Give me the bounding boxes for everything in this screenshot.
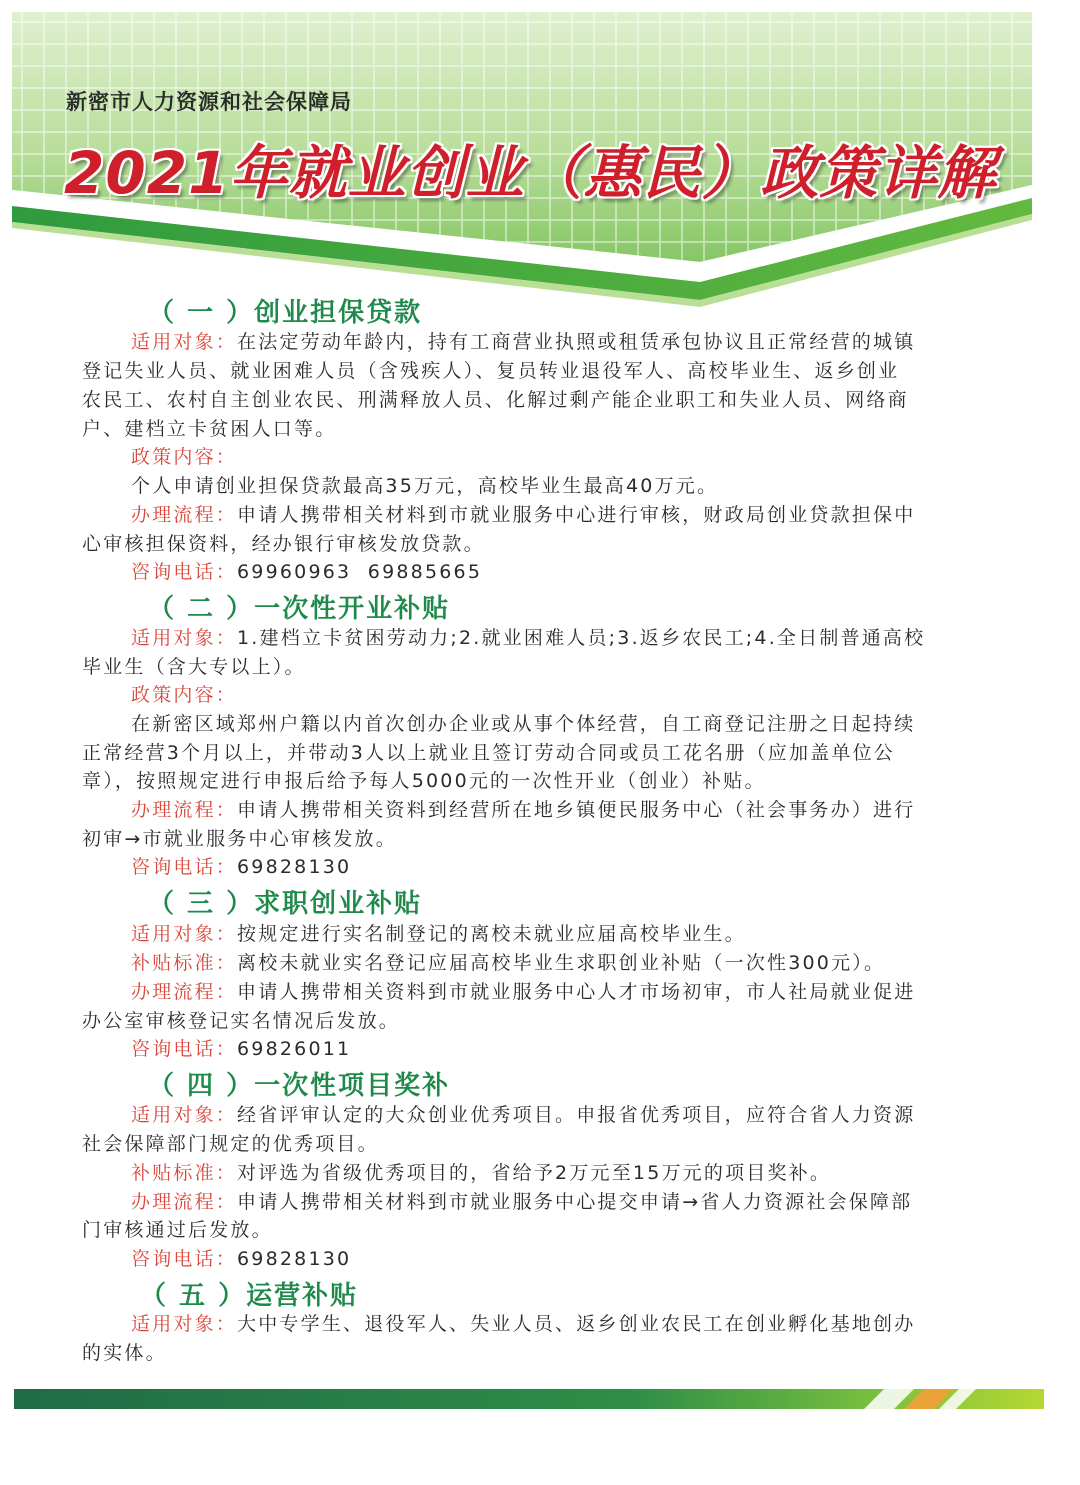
label-phone: 咨询电话： (131, 856, 238, 878)
text-line: 补贴标准：对评选为省级优秀项目的，省给予2万元至15万元的项目奖补。 (131, 1162, 832, 1184)
label-content: 政策内容： (131, 446, 238, 468)
label-target: 适用对象： (131, 1104, 238, 1126)
label-process: 办理流程： (131, 1191, 238, 1213)
section-title: （ 一 ）创业担保贷款 (148, 298, 423, 328)
text-line: 办理流程：申请人携带相关资料到市就业服务中心人才市场初审，市人社局就业促进 (131, 981, 916, 1003)
phone-number: 69828130 (237, 856, 352, 878)
text-line: 心审核担保资料，经办银行审核发放贷款。 (82, 533, 485, 555)
text-line: 适用对象：经省评审认定的大众创业优秀项目。申报省优秀项目，应符合省人力资源 (131, 1104, 916, 1126)
label-standard: 补贴标准： (131, 952, 238, 974)
label-standard: 补贴标准： (131, 1162, 238, 1184)
text-line: 补贴标准：离校未就业实名登记应届高校毕业生求职创业补贴（一次性300元）。 (131, 952, 886, 974)
section-title: （ 五 ）运营补贴 (140, 1281, 359, 1311)
text-line: 在新密区域郑州户籍以内首次创办企业或从事个体经营，自工商登记注册之日起持续 (131, 713, 916, 735)
text-line: 毕业生（含大专以上）。 (82, 656, 306, 678)
label-phone: 咨询电话： (131, 1038, 238, 1060)
phone-number: 69828130 (237, 1248, 352, 1270)
text-line: 办理流程：申请人携带相关材料到市就业服务中心提交申请→省人力资源社会保障部 (131, 1191, 913, 1213)
header-banner (0, 0, 1080, 310)
footer-graphic (14, 1385, 1044, 1415)
text-line: 社会保障部门规定的优秀项目。 (82, 1133, 379, 1155)
text-line: 户、建档立卡贫困人口等。 (82, 418, 337, 440)
label-target: 适用对象： (131, 1313, 238, 1335)
text-line: 章），按照规定进行申报后给予每人5000元的一次性开业（创业）补贴。 (82, 770, 766, 792)
text-line: 办理流程：申请人携带相关资料到经营所在地乡镇便民服务中心（社会事务办）进行 (131, 799, 916, 821)
label-process: 办理流程： (131, 504, 238, 526)
text-line (131, 558, 1011, 587)
label-content: 政策内容： (131, 684, 238, 706)
section-title: （ 三 ）求职创业补贴 (148, 889, 423, 919)
text-line: 农民工、农村自主创业农民、刑满释放人员、化解过剩产能企业职工和失业人员、网络商 (82, 389, 909, 411)
label-target: 适用对象： (131, 923, 238, 945)
footer-stripe (14, 1385, 1044, 1415)
page-title: 2021年就业创业（惠民）政策详解 (64, 139, 997, 207)
text-line: 适用对象：1.建档立卡贫困劳动力;2.就业困难人员;3.返乡农民工;4.全日制普通高校 (131, 627, 926, 649)
section-title: （ 四 ）一次性项目奖补 (148, 1071, 451, 1101)
label-target: 适用对象： (131, 627, 238, 649)
text-line: 登记失业人员、就业困难人员（含残疾人）、复员转业退役军人、高校毕业生、返乡创业 (82, 360, 900, 382)
label-target: 适用对象： (131, 331, 238, 353)
text-line: 适用对象：在法定劳动年龄内，持有工商营业执照或租赁承包协议且正常经营的城镇 (131, 331, 916, 353)
phone-number: 69960963 69885665 (237, 561, 483, 583)
label-phone: 咨询电话： (131, 561, 238, 583)
text-line: 的实体。 (82, 1342, 167, 1364)
text-line: 办理流程：申请人携带相关材料到市就业服务中心进行审核，财政局创业贷款担保中 (131, 504, 916, 526)
phone-number: 69826011 (237, 1038, 352, 1060)
label-process: 办理流程： (131, 799, 238, 821)
text-line (131, 1245, 1011, 1274)
text-line: 适用对象：按规定进行实名制登记的离校未就业应届高校毕业生。 (131, 923, 746, 945)
text-line: 正常经营3个月以上，并带动3人以上就业且签订劳动合同或员工花名册（应加盖单位公 (82, 742, 895, 764)
section-title: （ 二 ）一次性开业补贴 (148, 594, 451, 624)
text-line: 适用对象：大中专学生、退役军人、失业人员、返乡创业农民工在创业孵化基地创办 (131, 1313, 916, 1335)
label-process: 办理流程： (131, 981, 238, 1003)
text-line: 初审→市就业服务中心审核发放。 (82, 828, 397, 850)
label-phone: 咨询电话： (131, 1248, 238, 1270)
text-line: 门审核通过后发放。 (82, 1219, 273, 1241)
organization-name: 新密市人力资源和社会保障局 (66, 90, 352, 114)
text-line (131, 853, 1011, 882)
text-line (131, 1035, 1011, 1064)
text-line: 办公室审核登记实名情况后发放。 (82, 1010, 401, 1032)
text-line: 个人申请创业担保贷款最高35万元，高校毕业生最高40万元。 (131, 475, 719, 497)
